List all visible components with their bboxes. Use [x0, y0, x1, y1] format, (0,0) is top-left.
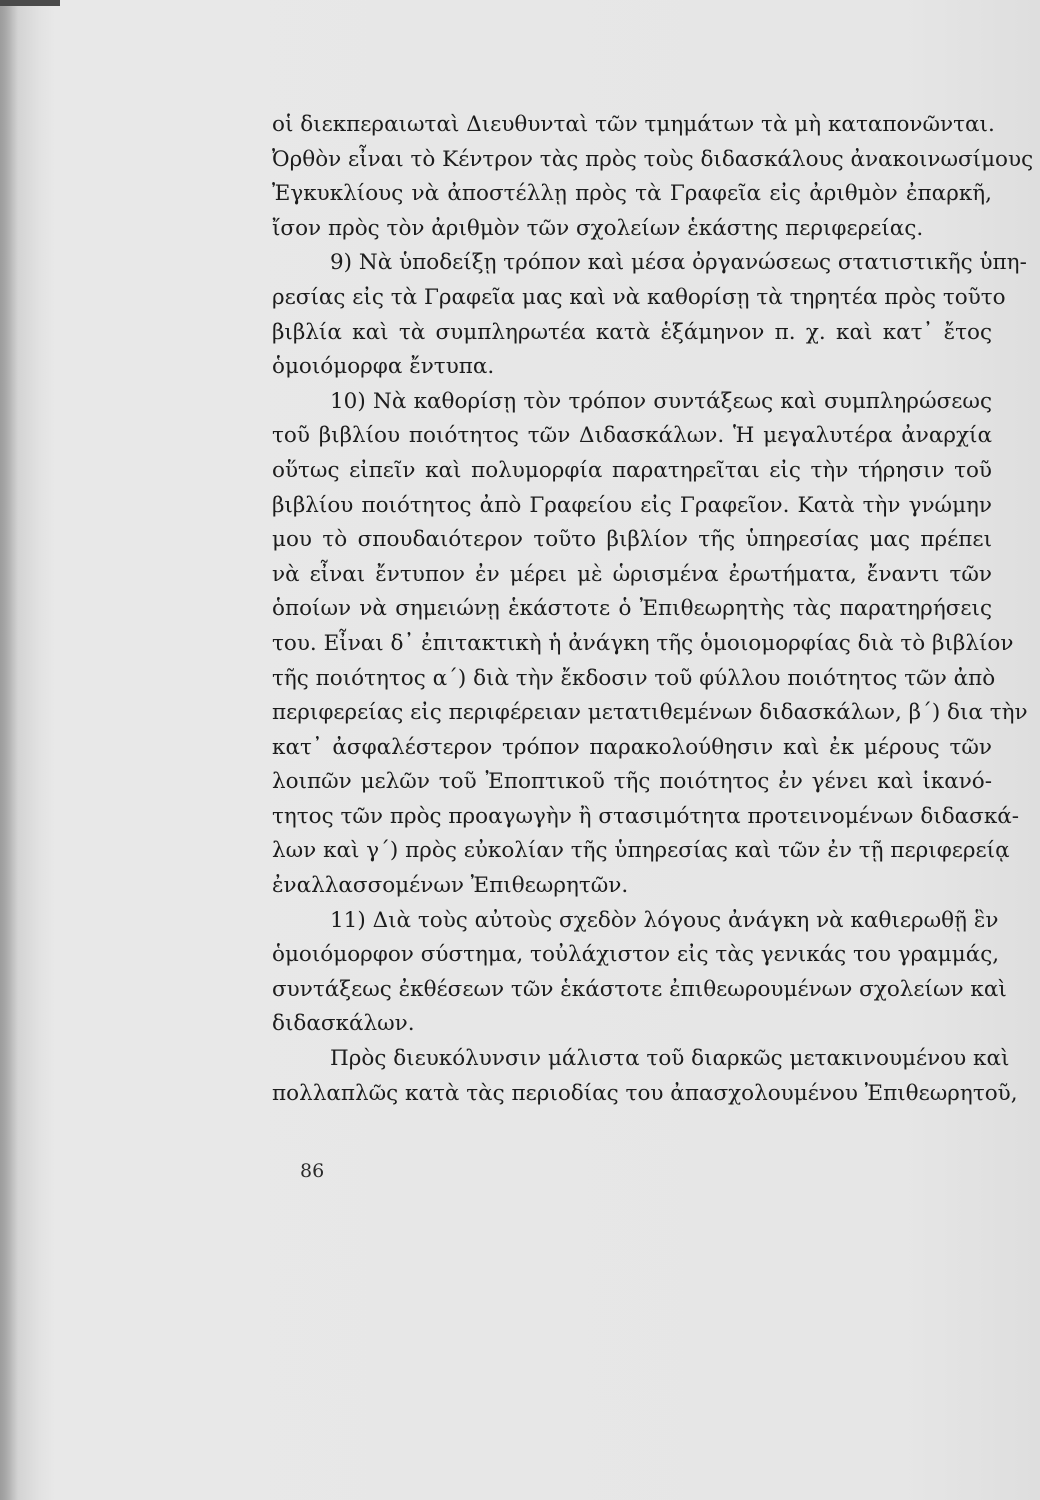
- text-line: βιβλίου ποιότητος ἀπὸ Γραφείου εἰς Γραφεῖον. Κατὰ τὴν γνώμην: [272, 492, 992, 518]
- text-line: ἐναλλασσομένων Ἐπιθεωρητῶν.: [272, 873, 629, 899]
- text-line: ὁποίων νὰ σημειώνῃ ἑκάστοτε ὁ Ἐπιθεωρητὴς τὰς παρατηρήσεις: [272, 596, 992, 622]
- text-line: του. Εἶναι δ᾽ ἐπιτακτικὴ ἡ ἀνάγκη τῆς ὁμοιομορφίας διὰ τὸ βιβλίον: [272, 630, 1014, 656]
- text-line: διδασκάλων.: [272, 1011, 415, 1037]
- paragraph-11-start: 11) Διὰ τοὺς αὐτοὺς σχεδὸν λόγους ἀνάγκη νὰ καθιερωθῇ ἓν: [330, 907, 999, 933]
- text-line: οὕτως εἰπεῖν καὶ πολυμορφία παρατηρεῖται εἰς τὴν τήρησιν τοῦ: [272, 457, 992, 483]
- text-line: ὁμοιόμορφον σύστημα, τοὐλάχιστον εἰς τὰς γενικάς του γραμμάς,: [272, 942, 1000, 968]
- text-line: Ὀρθὸν εἶναι τὸ Κέντρον τὰς πρὸς τοὺς διδασκάλους ἀνακοινωσίμους: [272, 146, 1034, 172]
- text-line: βιβλία καὶ τὰ συμπληρωτέα κατὰ ἑξάμηνον π. χ. καὶ κατ᾽ ἔτος: [272, 319, 992, 345]
- body-text: [272, 108, 1034, 1111]
- text-line: οἱ διεκπεραιωταὶ Διευθυνταὶ τῶν τμημάτων τὰ μὴ καταπονῶνται.: [272, 112, 995, 137]
- text-line: νὰ εἶναι ἔντυπον ἐν μέρει μὲ ὡρισμένα ἐρωτήματα, ἔναντι τῶν: [272, 561, 992, 587]
- text-line: Ἐγκυκλίους νὰ ἀποστέλλῃ πρὸς τὰ Γραφεῖα εἰς ἀριθμὸν ἐπαρκῆ,: [272, 181, 992, 207]
- text-line: τητος τῶν πρὸς προαγωγὴν ἢ στασιμότητα προτεινομένων διδασκά-: [272, 803, 1020, 829]
- text-line: πολλαπλῶς κατὰ τὰς περιοδίας του ἀπασχολουμένου Ἐπιθεωρητοῦ,: [272, 1080, 1018, 1106]
- text-line: κατ᾽ ἀσφαλέστερον τρόπον παρακολούθησιν καὶ ἐκ μέρους τῶν: [272, 734, 992, 760]
- binding-shadow: [0, 0, 18, 1500]
- text-line: περιφερείας εἰς περιφέρειαν μετατιθεμένων διδασκάλων, β´) δια τὴν: [272, 700, 1028, 726]
- text-line: μου τὸ σπουδαιότερον τοῦτο βιβλίον τῆς ὑπηρεσίας μας πρέπει: [272, 527, 992, 553]
- text-line: συντάξεως ἐκθέσεων τῶν ἑκάστοτε ἐπιθεωρουμένων σχολείων καὶ: [272, 976, 1007, 1002]
- text-line: ρεσίας εἰς τὰ Γραφεῖα μας καὶ νὰ καθορίσῃ τὰ τηρητέα πρὸς τοῦτο: [272, 284, 1006, 310]
- paragraph-9-start: 9) Νὰ ὑποδείξῃ τρόπον καὶ μέσα ὀργανώσεως στατιστικῆς ὑπη-: [330, 250, 1027, 276]
- paragraph-12-start: Πρὸς διευκόλυνσιν μάλιστα τοῦ διαρκῶς μετακινουμένου καὶ: [330, 1046, 1010, 1072]
- text-line: τοῦ βιβλίου ποιότητος τῶν Διδασκάλων. Ἡ μεγαλυτέρα ἀναρχία: [272, 423, 992, 449]
- scan-edge-mark: [0, 0, 60, 6]
- paragraph-10-start: 10) Νὰ καθορίσῃ τὸν τρόπον συντάξεως καὶ συμπληρώσεως: [330, 388, 992, 414]
- text-line: ἴσον πρὸς τὸν ἀριθμὸν τῶν σχολείων ἑκάστης περιφερείας.: [272, 215, 924, 241]
- page-number: 86: [300, 1160, 325, 1182]
- text-line: λοιπῶν μελῶν τοῦ Ἐποπτικοῦ τῆς ποιότητος ἐν γένει καὶ ἱκανό-: [272, 769, 992, 795]
- text-line: λων καὶ γ´) πρὸς εὐκολίαν τῆς ὑπηρεσίας καὶ τῶν ἐν τῇ περιφερείᾳ: [272, 838, 1010, 864]
- text-line: τῆς ποιότητος α´) διὰ τὴν ἔκδοσιν τοῦ φύλλου ποιότητος τῶν ἀπὸ: [272, 665, 996, 691]
- text-line: ὁμοιόμορφα ἔντυπα.: [272, 354, 495, 380]
